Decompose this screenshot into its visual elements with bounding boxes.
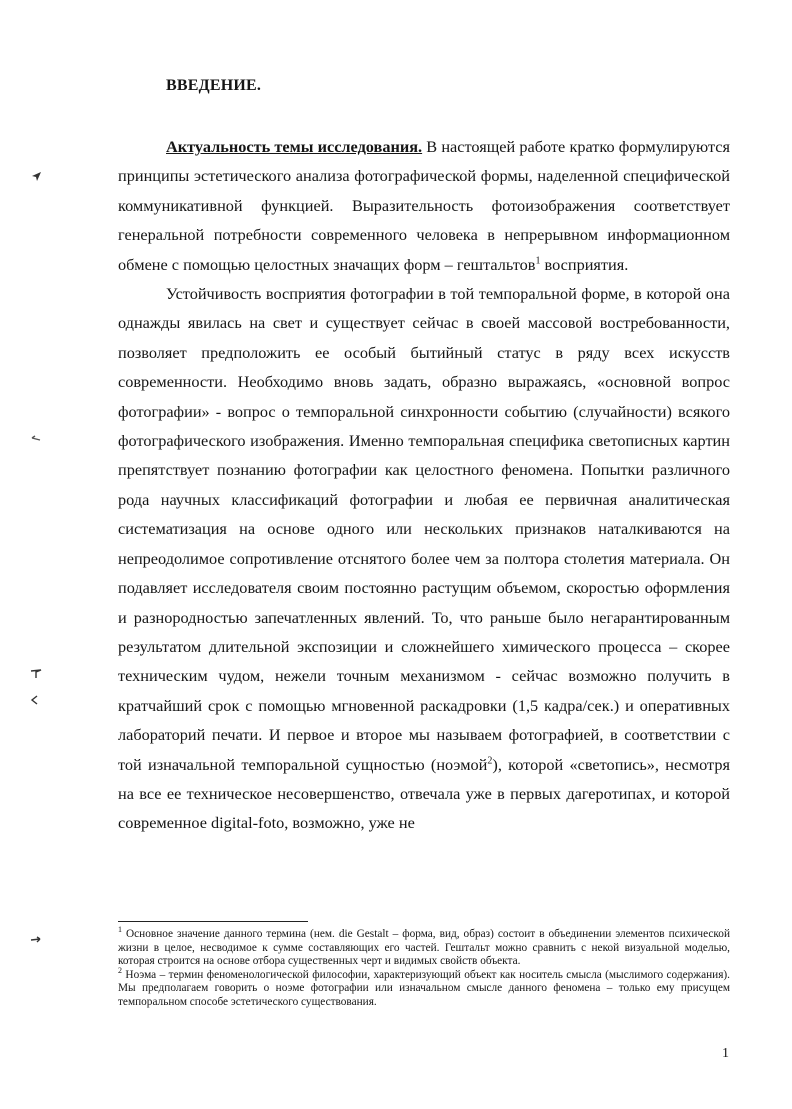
footnote-text: Основное значение данного термина (нем. die Gestalt – форма, вид, образ) состоит в объединении элементов психической жизни в целое, несводимое к сумме составляющих его частей. Гештальт можно сравнить с некой визуальной моделью, которая строится на основе отбора существенных черт и видимых свойств объекта. — [118, 928, 730, 968]
footnote-ref: 2 — [487, 755, 493, 767]
arrow-mark-icon — [30, 170, 42, 182]
footnotes — [118, 925, 730, 1010]
footnote — [118, 966, 730, 1010]
arrow-mark-icon — [30, 433, 42, 445]
arrow-mark-icon — [29, 694, 41, 706]
paragraph-1 — [118, 132, 730, 279]
footnote-marker: 1 — [118, 925, 122, 935]
footnote-separator — [118, 921, 308, 922]
paragraph-lead: Актуальность темы исследования. — [166, 137, 423, 156]
page-title: ВВЕДЕНИЕ. — [166, 77, 262, 94]
arrow-mark-icon — [30, 667, 42, 679]
paragraph-text: ), которой «светопись», несмотря на все ее техническое несовершенство, отвечала уже в первых дагеротипах, и которой современное digital-foto, возможно, уже не — [118, 754, 730, 833]
footnote-text: Ноэма – термин феноменологической философии, характеризующий объект как носитель смысла (мыслимого содержания). Мы предполагаем говорить о ноэме фотографии или изначальном смысле данного феномена – только ему присущем темпоральном способе эстетического существования. — [118, 968, 730, 1008]
body-text — [118, 132, 730, 838]
footnote-marker: 2 — [118, 966, 122, 976]
footnote — [118, 925, 730, 969]
page-number: 1 — [722, 1046, 729, 1061]
footnote-ref: 1 — [535, 255, 541, 267]
paragraph-text: В настоящей работе кратко формулируются принципы эстетического анализа фотографической формы, наделенной специфической коммуникативной функцией. Выразительность фотоизображения соответствует генеральной потребности современного человека в непрерывном информационном обмене с помощью целостных значащих форм – гештальтов — [118, 137, 730, 274]
paragraph-text: восприятия. — [540, 254, 629, 274]
paragraph-text: Устойчивость восприятия фотографии в той темпоральной форме, в которой она однажды явилась на свет и существует сейчас в своей массовой востребованности, позволяет предположить ее особый бытийный статус в ряду всех искусств современности. Необходимо вновь задать, образно выражаясь, «основной вопрос фотографии» - вопрос о темпоральной синхронности событию (случайности) всякого фотографического изображения. Именно темпоральная специфика светописных картин препятствует познанию фотографии как целостного феномена. Попытки различного рода научных классификаций фотографии и любая ее первичная аналитическая систематизация на основе одного или нескольких признаков наталкиваются на непреодолимое сопротивление отснятого более чем за полтора столетия материала. Он подавляет исследователя своим постоянно растущим объемом, скоростью оформления и разнородностью запечатленных явлений. То, что раньше было негарантированным результатом длительной экспозиции и сложнейшего химического процесса – скорее техническим чудом, нежели точным механизмом - сейчас возможно получить в кратчайший срок с помощью мгновенной раскадровки (1,5 кадра/сек.) и оперативных лабораторий печати. И первое и второе мы называем фотографией, в соответствии с той изначальной темпоральной сущностью (ноэмой — [118, 284, 730, 774]
paragraph-2 — [118, 279, 730, 838]
arrow-mark-icon — [30, 934, 42, 946]
